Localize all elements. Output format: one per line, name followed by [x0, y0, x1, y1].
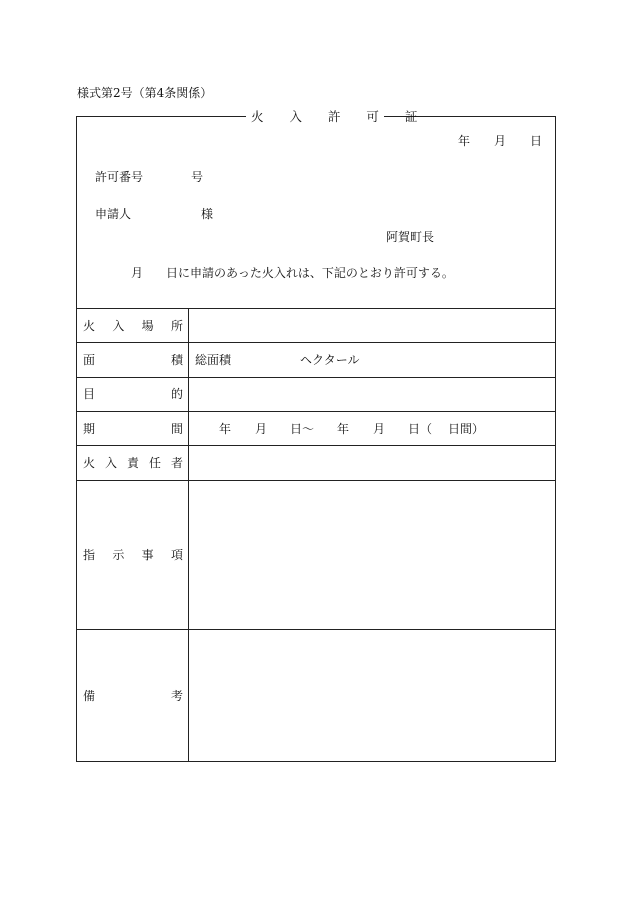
area-unit: ヘクタール: [300, 353, 360, 367]
responsible-person-label: 火 入 責 任 者: [83, 456, 183, 470]
period-start-year: 年: [219, 422, 232, 436]
permit-number-suffix: 号: [191, 170, 204, 184]
issuer-name: 阿賀町長: [386, 230, 435, 244]
area-total-prefix: 総面積: [195, 353, 232, 367]
location-label: 火 入 場 所: [83, 319, 183, 333]
period-end-month: 月: [373, 422, 386, 436]
form-number: 様式第2号（第4条関係）: [77, 86, 213, 100]
issue-date-month: 月: [494, 134, 507, 148]
column-divider: [188, 308, 189, 762]
form-title: 火 入 許 可 証: [246, 109, 384, 125]
period-end-day: 日（: [408, 422, 433, 436]
purpose-label: 目 的: [83, 387, 183, 401]
area-label: 面 積: [83, 353, 183, 367]
period-start-day: 日～: [290, 422, 315, 436]
table-top-line: [76, 308, 556, 309]
row-divider: [76, 480, 556, 481]
issue-date-day: 日: [530, 134, 543, 148]
period-label: 期 間: [83, 422, 183, 436]
permit-number-label: 許可番号: [95, 170, 144, 184]
permit-form-frame: [76, 116, 556, 762]
period-days: 日間）: [448, 422, 485, 436]
applicant-suffix: 様: [201, 207, 214, 221]
period-start-month: 月: [255, 422, 268, 436]
instructions-label: 指 示 事 項: [83, 548, 183, 562]
row-divider: [76, 377, 556, 378]
row-divider: [76, 629, 556, 630]
row-divider: [76, 411, 556, 412]
row-divider: [76, 342, 556, 343]
issue-date-year: 年: [458, 134, 471, 148]
statement-text: 日に申請のあった火入れは、下記のとおり許可する。: [166, 266, 454, 280]
statement-month: 月: [131, 266, 144, 280]
period-end-year: 年: [337, 422, 350, 436]
remarks-label: 備 考: [83, 689, 183, 703]
row-divider: [76, 445, 556, 446]
applicant-label: 申請人: [95, 207, 132, 221]
